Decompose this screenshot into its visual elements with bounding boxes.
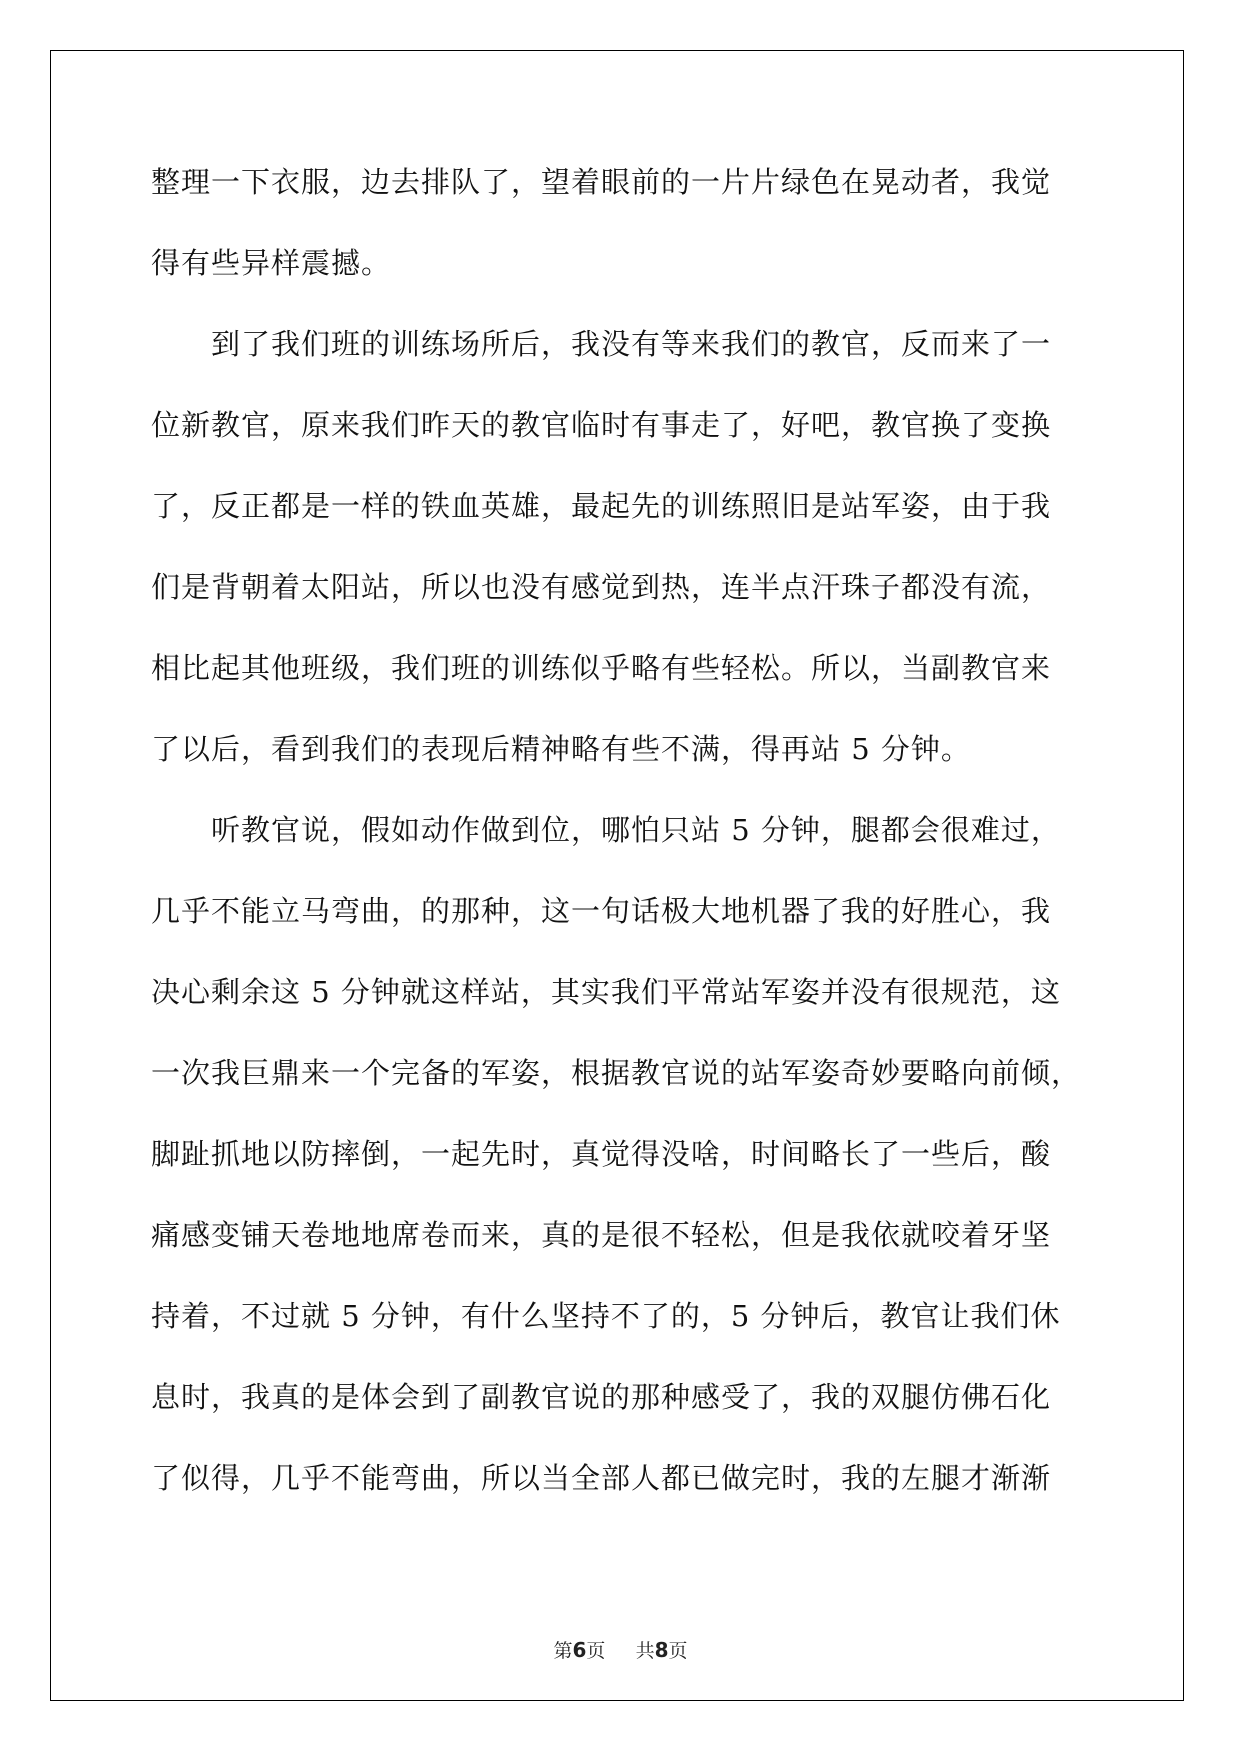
text-line: 们是背朝着太阳站，所以也没有感觉到热，连半点汗珠子都没有流， bbox=[151, 570, 1052, 604]
text-line: 决心剩余这 5 分钟就这样站，其实我们平常站军姿并没有很规范，这 bbox=[151, 975, 1061, 1009]
text-line: 整理一下衣服，边去排队了，望着眼前的一片片绿色在晃动者，我觉 bbox=[151, 165, 1052, 199]
body-text bbox=[151, 160, 1111, 1537]
text-line: 了，反正都是一样的铁血英雄，最起先的训练照旧是站军姿，由于我 bbox=[151, 489, 1052, 523]
text-line: 息时，我真的是体会到了副教官说的那种感受了，我的双腿仿佛石化 bbox=[151, 1380, 1052, 1414]
text-line: 了似得，几乎不能弯曲，所以当全部人都已做完时，我的左腿才渐渐 bbox=[151, 1461, 1052, 1495]
total-pages-label: 共8页 bbox=[635, 1638, 688, 1662]
text-line: 到了我们班的训练场所后，我没有等来我们的教官，反而来了一 bbox=[151, 327, 1052, 361]
text-line: 位新教官，原来我们昨天的教官临时有事走了，好吧，教官换了变换 bbox=[151, 408, 1052, 442]
text-line: 听教官说，假如动作做到位，哪怕只站 5 分钟，腿都会很难过， bbox=[151, 813, 1061, 847]
page-footer bbox=[0, 1636, 1241, 1663]
page-label: 第6页 bbox=[553, 1638, 606, 1662]
text-line: 得有些异样震撼。 bbox=[151, 246, 392, 280]
text-line: 一次我巨鼎来一个完备的军姿，根据教官说的站军姿奇妙要略向前倾， bbox=[151, 1056, 1082, 1090]
text-line: 脚趾抓地以防摔倒，一起先时，真觉得没啥，时间略长了一些后，酸 bbox=[151, 1137, 1052, 1171]
text-line: 几乎不能立马弯曲，的那种，这一句话极大地机器了我的好胜心，我 bbox=[151, 894, 1052, 928]
text-line: 相比起其他班级，我们班的训练似乎略有些轻松。所以，当副教官来 bbox=[151, 651, 1052, 685]
text-line: 了以后，看到我们的表现后精神略有些不满，得再站 5 分钟。 bbox=[151, 732, 971, 766]
text-line: 持着，不过就 5 分钟，有什么坚持不了的，5 分钟后，教官让我们休 bbox=[151, 1299, 1061, 1333]
text-line: 痛感变铺天卷地地席卷而来，真的是很不轻松，但是我依就咬着牙坚 bbox=[151, 1218, 1052, 1252]
